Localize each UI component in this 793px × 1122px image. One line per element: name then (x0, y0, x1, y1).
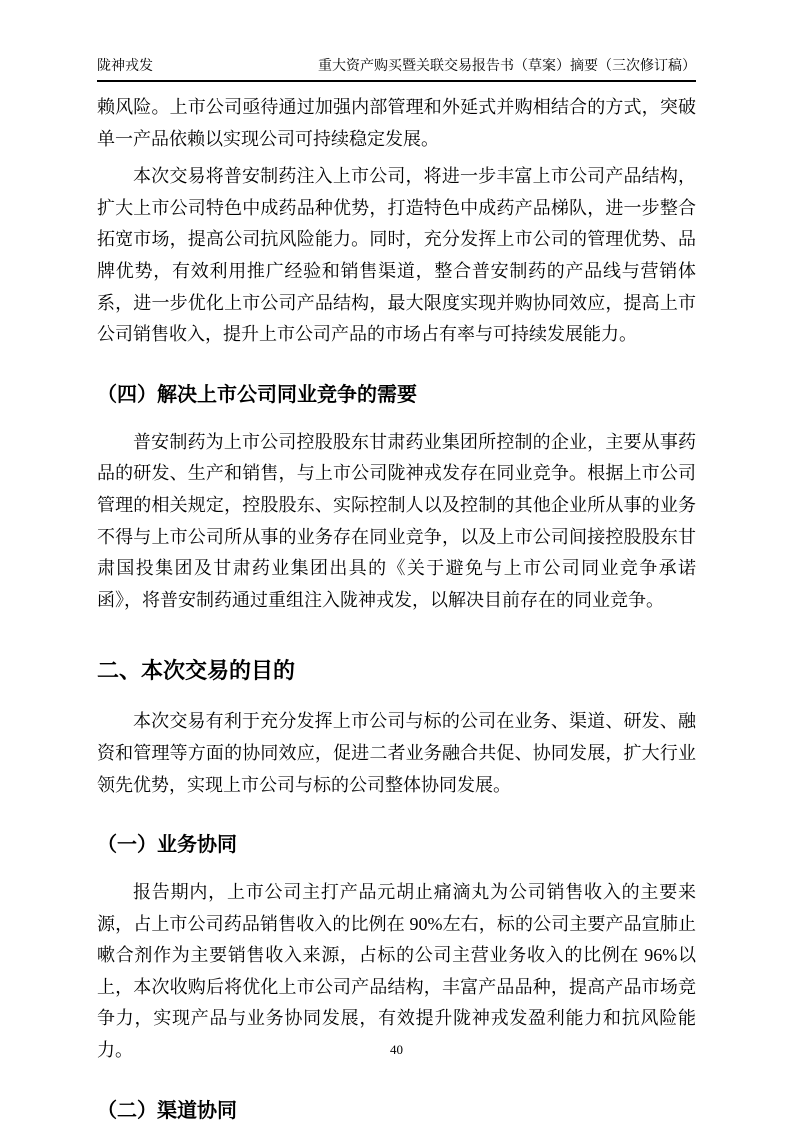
heading-section-2-channel-synergy: （二）渠道协同 (97, 1099, 237, 1122)
header-report-title: 重大资产购买暨关联交易报告书（草案）摘要（三次修订稿） (318, 59, 696, 74)
page-header (97, 58, 696, 82)
heading-section-4-resolve-competition: （四）解决上市公司同业竞争的需要 (97, 383, 417, 406)
heading-section-1-business-synergy: （一）业务协同 (97, 834, 237, 857)
paragraph-transaction-overview: 本次交易将普安制药注入上市公司，将进一步丰富上市公司产品结构，扩大上市公司特色中成药品种优势，打造特色中成药产品梯队，进一步整合拓宽市场，提高公司抗风险能力。同时，充分发挥上市公司的管理优势、品牌优势，有效利用推广经验和销售渠道，整合普安制药的产品线与营销体系，进一步优化上市公司产品结构，最大限度实现并购协同效应，提高上市公司销售收入，提升上市公司产品的市场占有率与可持续发展能力。 (97, 166, 696, 345)
paragraph-competition-resolution: 普安制药为上市公司控股股东甘肃药业集团所控制的企业，主要从事药品的研发、生产和销售，与上市公司陇神戎发存在同业竞争。根据上市公司管理的相关规定，控股股东、实际控制人以及控制的其他企业所从事的业务不得与上市公司所从事的业务存在同业竞争，以及上市公司间接控股股东甘肃国投集团及甘肃药业集团出具的《关于避免与上市公司同业竞争承诺函》，将普安制药通过重组注入陇神戎发，以解决目前存在的同业竞争。 (97, 431, 696, 610)
paragraph-transaction-purpose: 本次交易有利于充分发挥上市公司与标的公司在业务、渠道、研发、融资和管理等方面的协同效应，促进二者业务融合共促、协同发展，扩大行业领先优势，实现上市公司与标的公司整体协同发展。 (97, 711, 696, 795)
header-company-name: 陇神戎发 (97, 59, 153, 74)
page-footer (0, 1042, 793, 1058)
paragraph-risk-continuation: 赖风险。上市公司亟待通过加强内部管理和外延式并购相结合的方式，突破单一产品依赖以实现公司可持续稳定发展。 (97, 97, 696, 149)
heading-chapter-2-transaction-purpose: 二、本次交易的目的 (97, 658, 296, 684)
paragraph-business-synergy: 报告期内，上市公司主打产品元胡止痛滴丸为公司销售收入的主要来源，占上市公司药品销售收入的比例在 90%左右，标的公司主要产品宣肺止嗽合剂作为主要销售收入来源，占标的公司主营业务收入的比例在 96%以上，本次收购后将优化上市公司产品结构，丰富产品品种，提高产品市场竞争力，实现产品与业务协同发展，有效提升陇神戎发盈利能力和抗风险能力。 (97, 882, 696, 1061)
document-content (97, 92, 696, 1122)
page-number: 40 (390, 1042, 403, 1057)
